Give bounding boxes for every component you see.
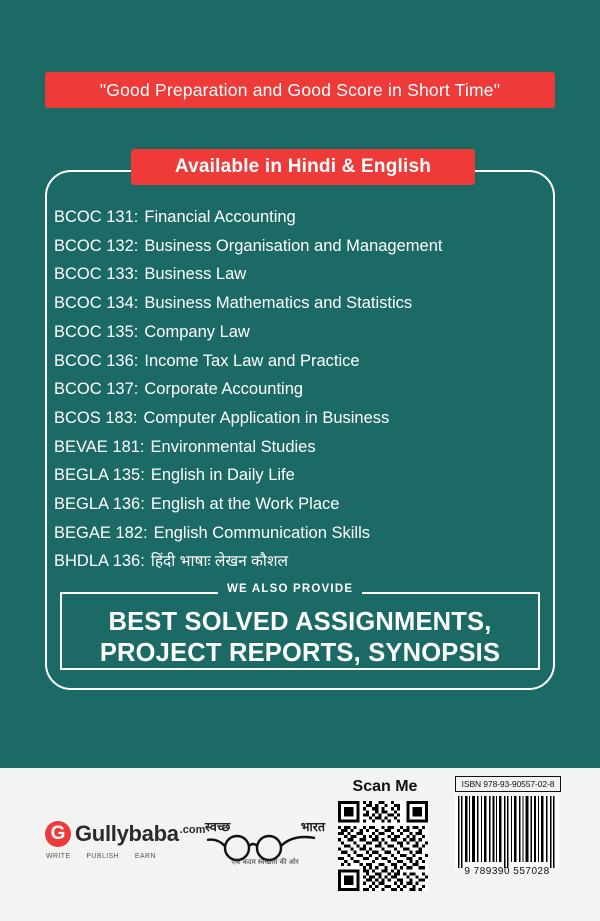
spectacles-icon <box>205 828 325 862</box>
list-item <box>54 433 550 462</box>
course-title: Business Law <box>144 265 247 284</box>
course-title: Business Organisation and Management <box>144 236 443 255</box>
course-code: BCOC 132: <box>54 236 139 255</box>
we-also-provide-line-1: BEST SOLVED ASSIGNMENTS, <box>108 608 492 636</box>
course-code: BCOC 134: <box>54 294 139 313</box>
course-title: हिंदी भाषाः लेखन कौशल <box>150 553 288 571</box>
course-title: Environmental Studies <box>150 437 316 456</box>
scan-me-label: Scan Me <box>352 778 418 795</box>
course-code: BEVAE 181: <box>54 437 145 456</box>
list-item <box>54 404 550 433</box>
course-title: Business Mathematics and Statistics <box>144 294 413 313</box>
course-code: BHDLA 136: <box>54 552 145 571</box>
course-title: English at the Work Place <box>150 495 340 514</box>
course-title: English in Daily Life <box>150 466 295 485</box>
course-code: BEGLA 135: <box>54 466 145 485</box>
logo-sub-publish: PUBLISH <box>86 853 120 860</box>
list-item <box>54 232 550 261</box>
course-code: BCOC 137: <box>54 380 139 399</box>
course-code: BCOC 135: <box>54 322 139 341</box>
course-code: BEGAE 182: <box>54 523 148 542</box>
footer-bar <box>0 768 600 921</box>
course-list <box>54 203 550 577</box>
qr-code-icon[interactable] <box>338 801 428 891</box>
we-also-provide-line-2: PROJECT REPORTS, SYNOPSIS <box>99 639 501 667</box>
course-title: Company Law <box>144 322 250 341</box>
availability-badge <box>131 149 475 185</box>
barcode-icon <box>455 796 559 868</box>
course-code: BCOC 136: <box>54 351 139 370</box>
logo-sub-earn: EARN <box>134 853 156 860</box>
isbn-label: ISBN 978-93-90557-02-8 <box>455 776 561 792</box>
list-item <box>54 318 550 347</box>
swachh-bharat-logo <box>205 818 325 870</box>
course-title: Computer Application in Business <box>143 408 390 427</box>
list-item <box>54 375 550 404</box>
swachh-word-left: स्वच्छ <box>205 820 231 834</box>
list-item <box>54 519 550 548</box>
list-item <box>54 347 550 376</box>
gullybaba-logo-subtitle <box>46 853 156 860</box>
tagline-banner <box>45 72 555 108</box>
gullybaba-logo-name: Gullybaba <box>75 821 179 846</box>
list-item <box>54 203 550 232</box>
we-also-provide-label: WE ALSO PROVIDE <box>218 583 362 595</box>
swachh-bharat-tagline: एक कदम स्वच्छता की ओर <box>231 859 299 866</box>
barcode-number: 9 789390 557028 <box>464 866 550 877</box>
list-item <box>54 260 550 289</box>
course-title: English Communication Skills <box>153 523 370 542</box>
course-code: BCOC 133: <box>54 265 139 284</box>
we-also-provide-text <box>60 607 540 669</box>
availability-badge-text: Available in Hindi & English <box>174 156 432 177</box>
gullybaba-logo-suffix: .com <box>179 824 206 836</box>
list-item <box>54 547 550 577</box>
course-code: BCOC 131: <box>54 208 139 226</box>
list-item <box>54 461 550 490</box>
list-item <box>54 490 550 519</box>
gullybaba-logo <box>45 821 205 847</box>
course-title: Financial Accounting <box>144 208 296 226</box>
course-title: Corporate Accounting <box>144 380 304 399</box>
course-code: BEGLA 136: <box>54 495 145 514</box>
logo-sub-write: WRITE <box>46 853 71 860</box>
course-code: BCOS 183: <box>54 408 138 427</box>
list-item <box>54 289 550 318</box>
swachh-word-right: भारत <box>300 820 325 834</box>
tagline-text: "Good Preparation and Good Score in Short Time" <box>99 79 501 100</box>
course-title: Income Tax Law and Practice <box>144 351 360 370</box>
gullybaba-logo-mark-icon: G <box>45 821 71 847</box>
